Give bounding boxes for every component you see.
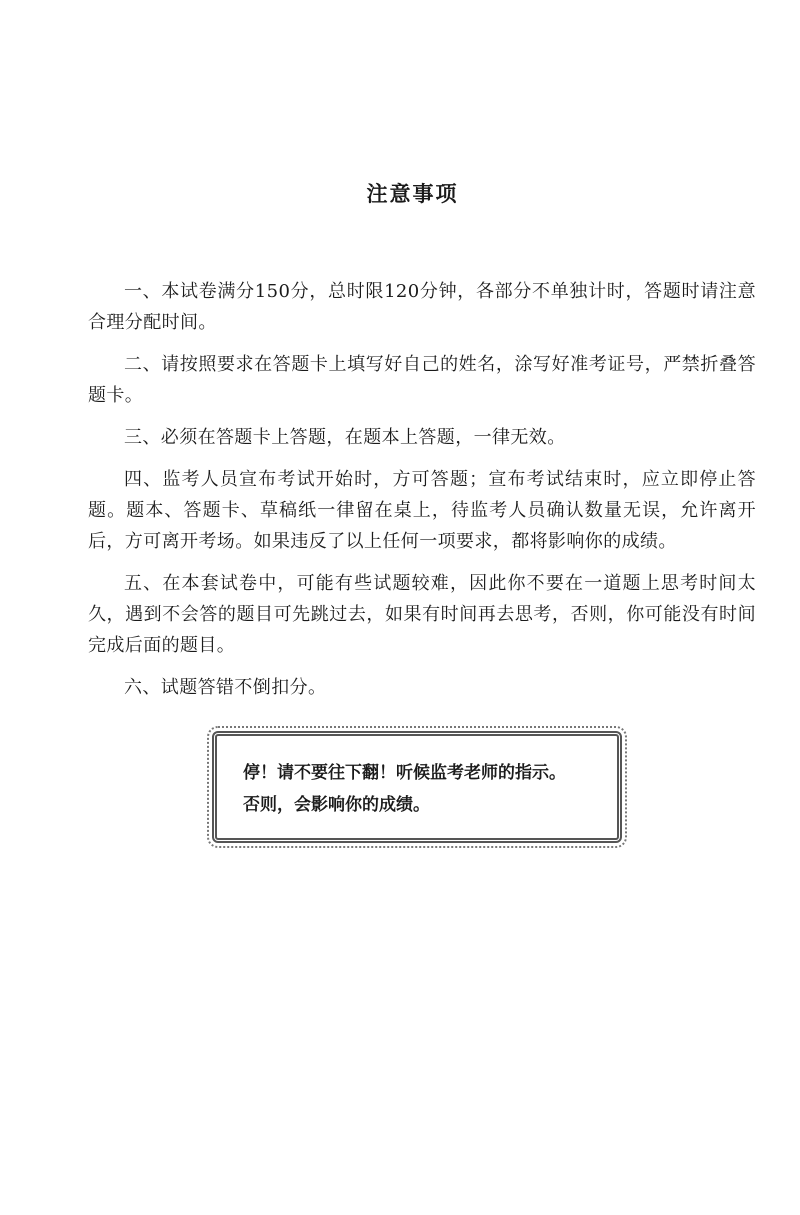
instruction-item-5: 五、在本套试卷中，可能有些试题较难，因此你不要在一道题上思考时间太久，遇到不会答的题目可先跳过去，如果有时间再去思考，否则，你可能没有时间完成后面的题目。 [88,573,756,656]
instruction-item-2: 二、请按照要求在答题卡上填写好自己的姓名，涂写好准考证号，严禁折叠答题卡。 [88,354,756,406]
warning-line-2: 否则，会影响你的成绩。 [243,795,430,815]
warning-line-1: 停！请不要往下翻！听候监考老师的指示。 [243,763,566,783]
instruction-item-3: 三、必须在答题卡上答题，在题本上答题，一律无效。 [124,427,566,448]
page-title: 注意事项 [366,182,459,206]
instruction-item-6: 六、试题答错不倒扣分。 [124,677,327,698]
warning-box [243,757,603,821]
instruction-item-4: 四、监考人员宣布考试开始时，方可答题；宣布考试结束时，应立即停止答题。题本、答题卡、草稿纸一律留在桌上，待监考人员确认数量无误，允许离开后，方可离开考场。如果违反了以上任何一项要求，都将影响你的成绩。 [88,469,756,552]
instructions-list [88,276,756,714]
instruction-item-1: 一、本试卷满分150分，总时限120分钟，各部分不单独计时，答题时请注意合理分配时间。 [88,281,756,333]
